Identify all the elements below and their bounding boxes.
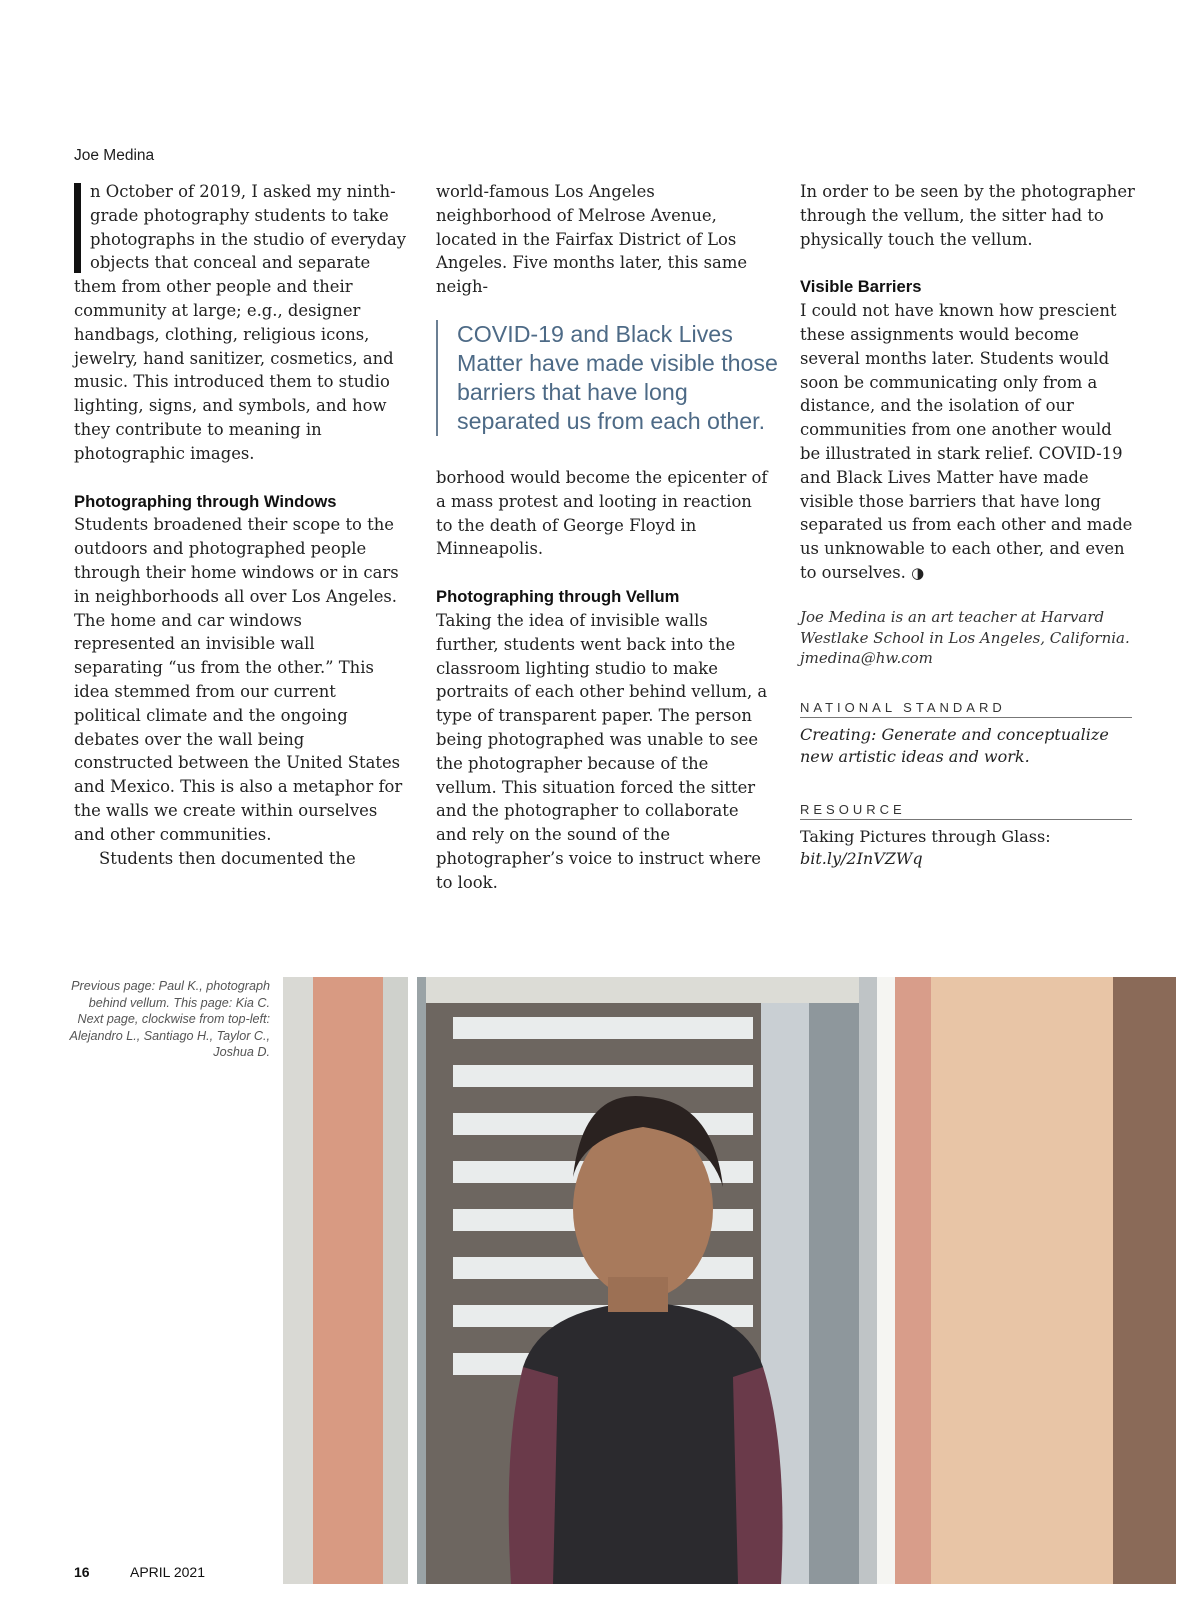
national-standard-label: NATIONAL STANDARD xyxy=(800,700,1132,718)
sitter-paragraph: In order to be seen by the photographer through the vellum, the sitter had to physically touch the vellum. xyxy=(800,182,1135,249)
resource-title: Taking Pictures through Glass: xyxy=(800,827,1051,846)
article-column-3 xyxy=(800,180,1135,586)
photo-caption: Previous page: Paul K., photograph behind vellum. This page: Kia C. Next page, clockwise from top-left: Alejandro L., Santiago H., Taylor C., Joshua D. xyxy=(69,979,270,1060)
article-column-1 xyxy=(74,180,407,870)
article-column-2-continued xyxy=(436,466,769,895)
vellum-paragraph: Taking the idea of invisible walls further, students went back into the classroom lighting studio to make portraits of each other behind vellum, a type of transparent paper. The person being photographed was unable to see the photographer because of the vellum. This situation forced the sitter and the photographer to collaborate and rely on the sound of the photographer’s voice to instruct where to look. xyxy=(436,610,768,892)
issue-date: APRIL 2021 xyxy=(130,1564,205,1580)
article-column-2 xyxy=(436,180,769,299)
section-heading-barriers: Visible Barriers xyxy=(800,277,922,297)
intro-paragraph xyxy=(74,180,407,466)
window-portrait-illustration xyxy=(283,977,1176,1584)
end-mark-icon: ◑ xyxy=(911,563,925,582)
intro-text: n October of 2019, I asked my ninth-grade photography students to take photographs in the studio of everyday objects that conceal and separate them from other people and their community at large; e.g., designer handbags, clothing, religious icons, jewelry, hand sanitizer, cosmetics, and music. This introduced them to studio lighting, signs, and symbols, and how they contribute to meaning in photographic images. xyxy=(74,182,406,463)
barriers-text: I could not have known how prescient these assignments would become several months later. Students would soon be communicating only from a distance, and the isolation of our communities from one another would be illustrated in stark relief. COVID-19 and Black Lives Matter have made visible those barriers that have long separated us from each other and made us unknowable to each other, and even to ourselves. xyxy=(800,301,1133,582)
resource-link[interactable]: bit.ly/2InVZWq xyxy=(800,849,923,868)
section-heading-windows: Photographing through Windows xyxy=(74,491,337,511)
page-number: 16 xyxy=(74,1564,90,1580)
window-portrait-photo xyxy=(283,977,1176,1584)
section-heading-vellum: Photographing through Vellum xyxy=(436,587,680,607)
barriers-paragraph xyxy=(800,299,1135,586)
drop-cap xyxy=(74,183,81,273)
author-bio: Joe Medina is an art teacher at Harvard Westlake School in Los Angeles, California. jmedina@hw.com xyxy=(800,608,1130,667)
resource-label: RESOURCE xyxy=(800,802,1132,820)
national-standard-text: Creating: Generate and conceptualize new artistic ideas and work. xyxy=(800,725,1109,766)
pull-quote: COVID-19 and Black Lives Matter have made visible those barriers that have long separated us from each other. xyxy=(436,320,797,436)
melrose-paragraph: world-famous Los Angeles neighborhood of Melrose Avenue, located in the Fairfax District of Los Angeles. Five months later, this same neigh- xyxy=(436,182,748,297)
resource-block xyxy=(800,826,1135,870)
byline: Joe Medina xyxy=(74,147,155,164)
documented-paragraph: Students then documented the xyxy=(99,848,356,868)
protest-paragraph: borhood would become the epicenter of a mass protest and looting in reaction to the death of George Floyd in Minneapolis. xyxy=(436,468,768,559)
windows-paragraph: Students broadened their scope to the outdoors and photographed people through their home windows or in cars in neighborhoods all over Los Angeles. The home and car windows represented an invisible wall separating “us from the other.” This idea stemmed from our current political climate and the ongoing debates over the wall being constructed between the United States and Mexico. This is also a metaphor for the walls we create within ourselves and other communities. xyxy=(74,515,403,844)
